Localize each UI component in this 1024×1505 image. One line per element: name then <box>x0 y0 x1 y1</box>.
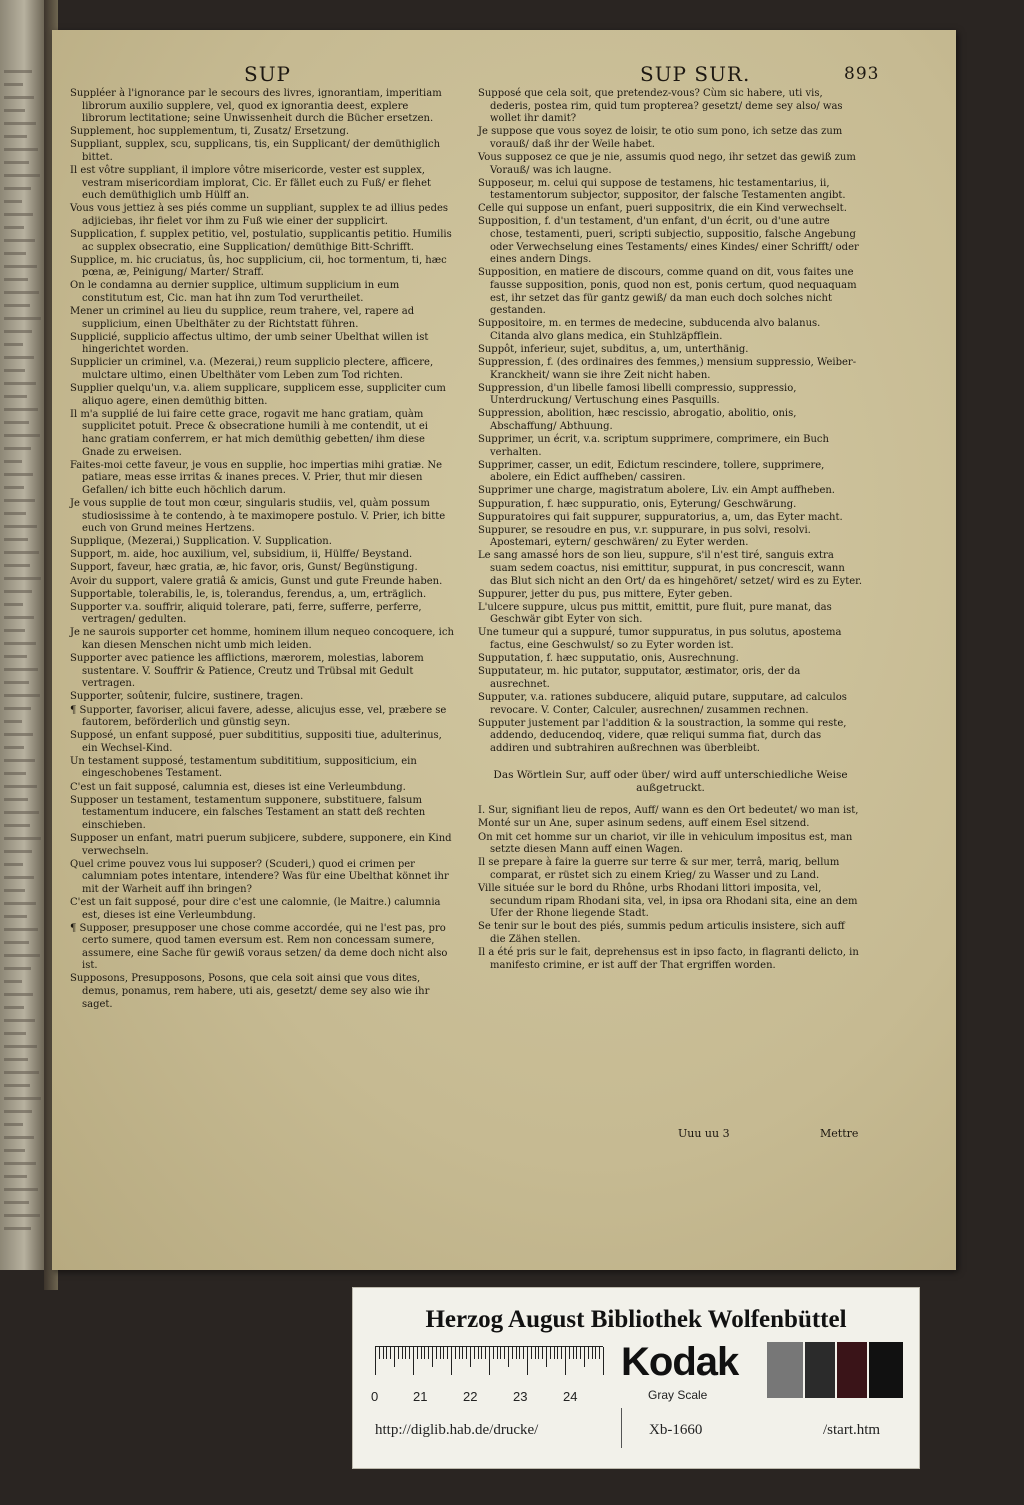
dictionary-entry: Je ne saurois supporter cet homme, hominem illum nequeo concoquere, ich kan diesen Menschen nicht umb mich leiden. <box>70 627 454 652</box>
ghost-text-line <box>4 1006 24 1009</box>
dictionary-entry: Je suppose que vous soyez de loisir, te otio sum pono, ich setze das zum vorauß/ daß ihr der Weile habet. <box>478 126 843 150</box>
ruler-tick <box>443 1347 444 1359</box>
running-head-left: SUP <box>244 62 292 86</box>
ruler-tick <box>424 1347 425 1359</box>
ghost-text-line <box>4 590 32 593</box>
previous-page-edge <box>0 0 44 1270</box>
ruler-tick <box>402 1347 403 1359</box>
ghost-text-line <box>4 694 40 697</box>
ghost-text-line <box>4 824 30 827</box>
ghost-text-line <box>4 902 36 905</box>
ghost-text-line <box>4 278 28 281</box>
ghost-text-line <box>4 720 22 723</box>
ruler-tick <box>493 1347 494 1359</box>
ruler-tick <box>516 1347 517 1359</box>
ghost-text-line <box>4 213 33 216</box>
ruler-tick <box>379 1347 380 1359</box>
dictionary-entry: Se tenir sur le bout des piés, summis pedum articulis insistere, sich auff die Zähen stellen. <box>478 921 845 945</box>
dictionary-entry: Un testament supposé, testamentum subdititium, suppositicium, ein eingeschobenes Testament. <box>70 755 417 780</box>
dictionary-entry: Suppôt, inferieur, sujet, subditus, a, um, unterthänig. <box>478 343 749 355</box>
ghost-text-line <box>4 1214 40 1217</box>
left-column <box>70 88 455 1012</box>
dictionary-entry: I. Sur, signifiant lieu de repos, Auff/ wann es den Ort bedeutet/ wo man ist, <box>478 805 859 817</box>
dictionary-entry: Quel crime pouvez vous lui supposer? (Scuderi,) quod ei crimen per calumniam potes intentare, intendere? Was für eine Ubelthat könnet ihr mit der Warheit auff ihn bringen? <box>70 858 449 895</box>
dictionary-entry: Supposition, en matiere de discours, comme quand on dit, vous faites une fausse supposition, ponis, quod non est, ponis certum, quod nequaquam est, ihr setzet das für gantz gewiß/ da man euch doch solches nicht gestanden. <box>478 267 857 317</box>
gray-patch <box>869 1342 903 1398</box>
library-color-bar <box>352 1287 920 1469</box>
gray-patch <box>837 1342 867 1398</box>
ghost-text-line <box>4 850 32 853</box>
gray-patch <box>767 1342 803 1398</box>
ghost-text-line <box>4 317 41 320</box>
ghost-text-line <box>4 889 25 892</box>
dictionary-entry: Supplement, hoc supplementum, ti, Zusatz/ Ersetzung. <box>70 126 350 138</box>
ruler-tick <box>417 1347 418 1359</box>
start-link[interactable]: /start.htm <box>823 1422 881 1438</box>
dictionary-entry: Supporter v.a. souffrir, aliquid tolerare, pati, ferre, sufferre, perferre, vertragen/ gedulten. <box>70 601 422 626</box>
ruler-tick <box>573 1347 574 1359</box>
dictionary-entry: Avoir du support, valere gratiâ & amicis, Gunst und gute Freunde haben. <box>70 575 443 587</box>
ruler-tick <box>599 1347 600 1359</box>
dictionary-entry: Supposé que cela soit, que pretendez-vous? Cùm sic habere, uti vis, dederis, postea rim, quid tum propterea? gesetzt/ deme sey also/ was wollet ihr damit? <box>478 88 843 125</box>
ruler-tick <box>447 1347 448 1359</box>
ruler-tick <box>576 1347 577 1359</box>
ghost-text-line <box>4 200 22 203</box>
dictionary-entry: Supposer un enfant, matri puerum subjicere, subdere, supponere, ein Kind verwechseln. <box>70 832 452 857</box>
ruler-tick <box>398 1347 399 1359</box>
dictionary-entry: Supportable, tolerabilis, le, is, tolerandus, ferendus, a, um, erträglich. <box>70 588 427 600</box>
ghost-text-line <box>4 967 31 970</box>
footer-separator <box>621 1408 622 1448</box>
dictionary-entry: On mit cet homme sur un chariot, vir ille in vehiculum impositus est, man setzte diesen Mann auff einen Wagen. <box>478 831 853 856</box>
ghost-text-line <box>4 512 26 515</box>
ghost-text-line <box>4 460 22 463</box>
ruler-tick <box>436 1347 437 1359</box>
ghost-text-line <box>4 473 33 476</box>
ruler-tick <box>459 1347 460 1359</box>
ghost-text-line <box>4 330 32 333</box>
kodak-logo: Kodak <box>621 1340 739 1384</box>
ghost-text-line <box>4 980 22 983</box>
dictionary-entry: Ville située sur le bord du Rhône, urbs Rhodani littori imposita, vel, secundum ripam Rhodani sita, vel, in ipsa ora Rhodani sita, eine an dem Ufer der Rhone liegende Stadt. <box>478 882 858 920</box>
dictionary-entry: Supplique, (Mezerai,) Supplication. V. Supplication. <box>70 536 332 548</box>
ghost-text-line <box>4 395 27 398</box>
ghost-text-line <box>4 304 30 307</box>
ruler-tick <box>557 1347 558 1359</box>
ruler-tick <box>481 1347 482 1359</box>
ghost-text-line <box>4 1175 27 1178</box>
ruler-tick <box>375 1347 376 1375</box>
ruler-tick <box>478 1347 479 1359</box>
ghost-text-line <box>4 239 35 242</box>
ghost-text-line <box>4 863 23 866</box>
ruler-tick <box>550 1347 551 1359</box>
ghost-text-line <box>4 707 31 710</box>
ghost-text-line <box>4 629 25 632</box>
dictionary-entry: Supposé, un enfant supposé, puer subdititius, suppositi tiue, adulterinus, ein Wechsel-Kind. <box>70 730 442 754</box>
ghost-text-line <box>4 1123 23 1126</box>
ruler-tick <box>485 1347 486 1359</box>
page-number: 893 <box>844 64 880 84</box>
ghost-text-line <box>4 161 29 164</box>
ruler-label: 0 <box>371 1389 379 1404</box>
ghost-text-line <box>4 538 28 541</box>
dictionary-entry: Supposer un testament, testamentum supponere, substituere, falsum testamentum inducere, ein falsches Testament an statt deß rechten einschieben. <box>70 794 426 831</box>
dictionary-entry: Suppression, abolition, hæc rescissio, abrogatio, abolitio, onis, Abschaffung/ Abthuung. <box>478 408 797 432</box>
section-title-sur: Das Wörtlein Sur, auff oder über/ wird auff unterschiedliche Weise außgetruckt. <box>493 769 848 795</box>
dictionary-entry: Supplicier un criminel, v.a. (Mezerai,) reum supplicio plectere, afficere, mulctare ultimo, einen Ubelthäter vom Leben zum Tod richten. <box>70 357 434 382</box>
ghost-text-line <box>4 343 23 346</box>
ruler-tick <box>538 1347 539 1359</box>
colorbar-footer <box>353 1416 919 1446</box>
ruler-tick <box>489 1347 490 1375</box>
ruler-tick <box>500 1347 501 1359</box>
ghost-text-line <box>4 83 23 86</box>
right-column-sur-entries <box>478 805 863 972</box>
dictionary-entry: Mener un criminel au lieu du supplice, reum trahere, vel, rapere ad supplicium, einen Ubelthäter zu der Richtstatt führen. <box>70 306 415 330</box>
dictionary-entry: Suppurer, se resoudre en pus, v.r. suppurare, in pus solvi, resolvi. Apostemari, eytern/ geschwären/ zu Eyter werden. <box>478 524 811 549</box>
ghost-text-line <box>4 772 26 775</box>
dictionary-entry: C'est un fait supposé, pour dire c'est une calomnie, (le Maitre.) calumnia est, dieses ist eine Verleumbdung. <box>70 896 441 921</box>
ghost-text-line <box>4 1084 30 1087</box>
dictionary-entry: Il est vôtre suppliant, il implore vôtre misericorde, vester est supplex, vestram misericordiam implorat, Cic. Er fället euch zu Fuß/ er flehet euch demüthiglich umb Hülff an. <box>70 165 432 202</box>
dictionary-entry: Supposition, f. d'un testament, d'un enfant, d'un écrit, ou d'une autre chose, testamenti, pueri, scripti subjectio, suppositio, falsche Angebung oder Verwechselung eines Testaments/ eines Kindes/ einer Schrifft/ oder eines andern Dings. <box>478 216 859 266</box>
ghost-text-line <box>4 954 40 957</box>
shelfmark: Xb-1660 <box>649 1422 703 1438</box>
dictionary-entry: Faites-moi cette faveur, je vous en supplie, hoc impertias mihi gratiæ. Ne patiare, meas esse irritas & inanes preces. V. Prier, thut mir diesen Gefallen/ ich bitte euch höchlich darum. <box>70 459 443 496</box>
ruler-tick <box>409 1347 410 1359</box>
ruler-tick <box>512 1347 513 1359</box>
ghost-text-line <box>4 1149 25 1152</box>
ghost-text-line <box>4 1032 26 1035</box>
signature-mark: Uuu uu 3 <box>678 1127 730 1140</box>
dictionary-entry: Supputer, v.a. rationes subducere, aliquid putare, supputare, ad calculos revocare. V. Conter, Calculer, ausrechnen/ zusammen rechnen. <box>478 691 847 716</box>
ghost-text-line <box>4 499 35 502</box>
ruler-tick <box>455 1347 456 1359</box>
ghost-text-line <box>4 655 27 658</box>
dictionary-entry: Suppléer à l'ignorance par le secours des livres, ignorantiam, imperitiam librorum auxilio supplere, vel, quod ex ignorantia deest, explere librorum lectitatione; seine Unwissenheit durch die Bücher ersetzen. <box>70 88 442 125</box>
ghost-text-line <box>4 1227 31 1230</box>
dictionary-entry: Suppliant, supplex, scu, supplicans, tis, ein Supplicant/ der demüthiglich bittet. <box>70 139 441 163</box>
ghost-text-line <box>4 668 38 671</box>
ruler-tick <box>428 1347 429 1359</box>
ghost-text-line <box>4 1162 36 1165</box>
ghost-text-line <box>4 187 31 190</box>
ruler-tick <box>527 1347 528 1375</box>
ghost-text-line <box>4 577 41 580</box>
dictionary-entry: Supposons, Presupposons, Posons, que cela soit ainsi que vous dites, demus, ponamus, rem habere, uti ais, gesetzt/ deme sey also wie ihr saget. <box>70 973 430 1010</box>
dictionary-entry: Il a été pris sur le fait, deprehensus est in ipso facto, in flagranti delicto, in manifesto crimine, er ist auff der That ergriffen worden. <box>478 946 859 971</box>
dictionary-entry: ¶ Supporter, favoriser, alicui favere, adesse, alicujus esse, vel, præbere se fautorem, beförderlich und günstig seyn. <box>70 704 447 729</box>
ruler-label: 21 <box>413 1389 428 1404</box>
ruler-label: 22 <box>463 1389 478 1404</box>
ruler-tick <box>569 1347 570 1359</box>
gray-patch <box>805 1342 835 1398</box>
dictionary-entry: Vous supposez ce que je nie, assumis quod nego, ihr setzet das gewiß zum Vorauß/ was ich laugne. <box>478 151 856 176</box>
dictionary-entry: Suppurer, jetter du pus, pus mittere, Eyter geben. <box>478 588 733 600</box>
ghost-text-line <box>4 135 27 138</box>
ruler-tick <box>531 1347 532 1359</box>
dictionary-entry: Celle qui suppose un enfant, pueri suppositrix, die ein Kind verwechselt. <box>478 203 847 215</box>
ruler-tick <box>432 1347 433 1367</box>
ghost-text-line <box>4 70 32 73</box>
ghost-text-line <box>4 109 25 112</box>
ruler-tick <box>497 1347 498 1359</box>
dictionary-entry: Vous vous jettiez à ses piés comme un suppliant, supplex te ad illius pedes adjiciebas, ihr fielet vor ihm zu Fuß wie einer der supplicirt. <box>70 203 449 227</box>
ghost-text-line <box>4 434 40 437</box>
right-column <box>478 88 863 973</box>
dictionary-entry: ¶ Supposer, presupposer une chose comme accordée, qui ne l'est pas, pro certo sumere, quod tamen eversum est. Rem non concessam sumere, assumere, eine Sache für gewiß voraus setzen/ da deme doch nicht also ist. <box>70 922 448 972</box>
running-head-right: SUP SUR. <box>640 62 751 86</box>
ghost-text-line <box>4 1019 35 1022</box>
dictionary-entry: Une tumeur qui a suppuré, tumor suppuratus, in pus solutus, apostema factus, eine Geschwulst/ so zu Eyter worden ist. <box>478 627 842 652</box>
ghost-text-line <box>4 265 37 268</box>
dictionary-entry: Supputation, f. hæc supputatio, onis, Ausrechnung. <box>478 653 739 665</box>
dictionary-entry: Je vous supplie de tout mon cœur, singularis studiis, vel, quàm possum studiosissime à te contendo, à te maximopere postulo. V. Prier, ich bitte euch von Grund meines Hertzens. <box>70 498 446 535</box>
ghost-text-line <box>4 1097 41 1100</box>
ruler-tick <box>595 1347 596 1359</box>
dictionary-entry: Suppositoire, m. en termes de medecine, subducenda alvo balanus. Citanda alvo glans medica, ein Stuhlzäpfflein. <box>478 318 821 342</box>
dictionary-entry: Supputer justement par l'addition & la soustraction, la somme qui reste, addendo, deducendoq, videre, quæ reliqui summa fiat, durch das addiren und subtrahiren außrechnen was überbleibt. <box>478 717 847 754</box>
ruler-tick <box>588 1347 589 1359</box>
ruler-tick <box>451 1347 452 1375</box>
ghost-text-line <box>4 564 30 567</box>
ghost-text-line <box>4 408 38 411</box>
ghost-text-line <box>4 681 29 684</box>
dictionary-entry: On le condamna au dernier supplice, ultimum supplicium in eum constitutum est, Cic. man hat ihn zum Tod verurtheilet. <box>70 280 400 304</box>
dictionary-entry: Supplication, f. supplex petitio, vel, postulatio, supplicantis petitio. Humilis ac supplex obsecratio, eine Supplication/ demüthige Bitt-Schrifft. <box>70 229 452 253</box>
dictionary-entry: Supporter, soûtenir, fulcire, sustinere, tragen. <box>70 691 304 703</box>
ghost-text-line <box>4 551 39 554</box>
dictionary-entry: Suppression, d'un libelle famosi libelli compressio, suppressio, Unterdruckung/ Vertuschung eines Pasquills. <box>478 382 797 407</box>
ghost-text-line <box>4 1201 29 1204</box>
gray-scale-label: Gray Scale <box>648 1388 708 1402</box>
ghost-text-line <box>4 148 38 151</box>
ghost-text-line <box>4 369 25 372</box>
dictionary-entry: Supprimer, casser, un edit, Edictum rescindere, tollere, supprimere, abolere, ein Edict auffheben/ cassiren. <box>478 459 825 484</box>
ruler-tick <box>474 1347 475 1359</box>
dictionary-entry: Supplicié, supplicio affectus ultimo, der umb seiner Ubelthat willen ist hingerichtet worden. <box>70 331 429 356</box>
dictionary-entry: Supprimer une charge, magistratum abolere, Liv. ein Ampt auffheben. <box>478 485 835 497</box>
dictionary-entry: Supplice, m. hic cruciatus, ûs, hoc supplicium, cii, hoc tormentum, ti, hæc pœna, æ, Peinigung/ Marter/ Straff. <box>70 254 447 279</box>
ghost-text-line <box>4 642 36 645</box>
dictionary-entry: Il se prepare à faire la guerre sur terre & sur mer, terrâ, mariq, bellum comparat, er rüstet sich zu einem Krieg/ zu Wasser und zu Land. <box>478 857 840 881</box>
dictionary-entry: Supplier quelqu'un, v.a. aliem supplicare, supplicem esse, suppliciter cum aliquo agere, einen demüthig bitten. <box>70 383 446 407</box>
ghost-text-line <box>4 447 31 450</box>
right-column-entries <box>478 88 863 755</box>
ghost-text-line <box>4 486 24 489</box>
dictionary-entry: Supprimer, un écrit, v.a. scriptum supprimere, comprimere, ein Buch verhalten. <box>478 434 829 458</box>
ghost-text-line <box>4 1110 32 1113</box>
ruler-tick <box>386 1347 387 1359</box>
library-url[interactable]: http://diglib.hab.de/drucke/ <box>375 1422 539 1438</box>
ghost-text-line <box>4 96 34 99</box>
ghost-text-line <box>4 226 24 229</box>
ruler-tick <box>542 1347 543 1359</box>
ruler-tick <box>413 1347 414 1375</box>
dictionary-entry: C'est un fait supposé, calumnia est, dieses ist eine Verleumbdung. <box>70 781 406 793</box>
ruler-tick <box>519 1347 520 1359</box>
dictionary-entry: Le sang amassé hors de son lieu, suppure, s'il n'est tiré, sanguis extra suam sedem coactus, nisi emittitur, suppurat, in pus concrescit, wann das Blut sich nicht an den Ort/ da es hingehöret/ setzet/ wird es zu Eyter. <box>478 550 863 587</box>
ruler-tick <box>535 1347 536 1359</box>
ruler-tick <box>394 1347 395 1367</box>
ghost-text-line <box>4 759 35 762</box>
ghost-text-line <box>4 291 39 294</box>
ruler-tick <box>592 1347 593 1359</box>
ghost-text-line <box>4 421 29 424</box>
ruler-tick <box>405 1347 406 1359</box>
dictionary-entry: L'ulcere suppure, ulcus pus mittit, emittit, pure fluit, pure manat, das Geschwär gibt Eyter von sich. <box>478 601 832 626</box>
dictionary-entry: Suppuration, f. hæc suppuratio, onis, Eyterung/ Geschwärung. <box>478 498 797 510</box>
ruler-tick <box>421 1347 422 1359</box>
ghost-text-line <box>4 1071 39 1074</box>
catchword: Mettre <box>820 1127 859 1140</box>
dictionary-entry: Support, faveur, hæc gratia, æ, hic favor, oris, Gunst/ Begünstigung. <box>70 562 418 574</box>
ruler-label: 24 <box>563 1389 578 1404</box>
ruler-tick <box>561 1347 562 1359</box>
ruler-tick <box>470 1347 471 1367</box>
ruler-tick <box>440 1347 441 1359</box>
ghost-text-line <box>4 798 28 801</box>
ghost-text-line <box>4 993 33 996</box>
ghost-text-line <box>4 746 24 749</box>
ruler-tick <box>554 1347 555 1359</box>
ruler-tick <box>603 1347 604 1375</box>
ghost-text-line <box>4 174 40 177</box>
ghost-text-line <box>4 356 34 359</box>
ruler-tick <box>462 1347 463 1359</box>
ghost-text-line <box>4 603 23 606</box>
library-name: Herzog August Bibliothek Wolfenbüttel <box>425 1306 847 1333</box>
ruler-tick <box>565 1347 566 1375</box>
ruler-label: 23 <box>513 1389 528 1404</box>
dictionary-entry: Monté sur un Ane, super asinum sedens, auff einem Esel sitzend. <box>478 818 810 830</box>
ghost-text-line <box>4 122 36 125</box>
dictionary-entry: Support, m. aide, hoc auxilium, vel, subsidium, ii, Hülffe/ Beystand. <box>70 549 413 561</box>
dictionary-entry: Supporter avec patience les afflictions, mærorem, molestias, laborem sustentare. V. Souffrir & Patience, Creutz und Trübsal mit Gedult vertragen. <box>70 653 424 690</box>
ruler-tick <box>584 1347 585 1367</box>
ghost-text-line <box>4 1058 28 1061</box>
ruler-tick <box>504 1347 505 1359</box>
ghost-text-line <box>4 876 34 879</box>
ghost-text-line <box>4 915 27 918</box>
ruler-tick <box>580 1347 581 1359</box>
ghost-text-line <box>4 811 39 814</box>
scale-ruler <box>371 1346 603 1404</box>
ruler-tick <box>390 1347 391 1359</box>
ghost-text-line <box>4 616 34 619</box>
ghost-text-line <box>4 1136 34 1139</box>
dictionary-entry: Suppression, f. (des ordinaires des femmes,) mensium suppressio, Weiber-Kranckheit/ wann sie ihre Zeit nicht haben. <box>478 356 857 381</box>
ghost-text-line <box>4 382 36 385</box>
ghost-text-line <box>4 941 29 944</box>
dictionary-entry: Suppuratoires qui fait suppurer, suppuratorius, a, um, das Eyter macht. <box>478 511 843 523</box>
ghost-text-line <box>4 525 37 528</box>
ruler-tick <box>508 1347 509 1367</box>
ghost-text-line <box>4 252 26 255</box>
ruler-tick <box>383 1347 384 1359</box>
ghost-text-line <box>4 837 41 840</box>
ghost-text-line <box>4 1045 37 1048</box>
dictionary-entry: Supposeur, m. celui qui suppose de testamens, hic testamentarius, ii, testamentorum subjector, suppositor, der falsche Testamenten angibt. <box>478 177 846 202</box>
ghost-text-line <box>4 785 37 788</box>
ruler-tick <box>466 1347 467 1359</box>
dictionary-entry: Supputateur, m. hic putator, supputator, æstimator, oris, der da ausrechnet. <box>478 666 801 690</box>
ghost-text-line <box>4 928 38 931</box>
ghost-text-line <box>4 1188 38 1191</box>
ruler-tick <box>523 1347 524 1359</box>
dictionary-entry: Il m'a supplié de lui faire cette grace, rogavit me hanc gratiam, quàm supplicitet potuit. Prece & obsecratione humili à me contendit, ut ei hanc gratiam conferrem, er hat mich demüthig gebetten/ ihm diese Gnade zu erweisen. <box>70 408 428 458</box>
ruler-tick <box>546 1347 547 1367</box>
ghost-text-line <box>4 733 33 736</box>
